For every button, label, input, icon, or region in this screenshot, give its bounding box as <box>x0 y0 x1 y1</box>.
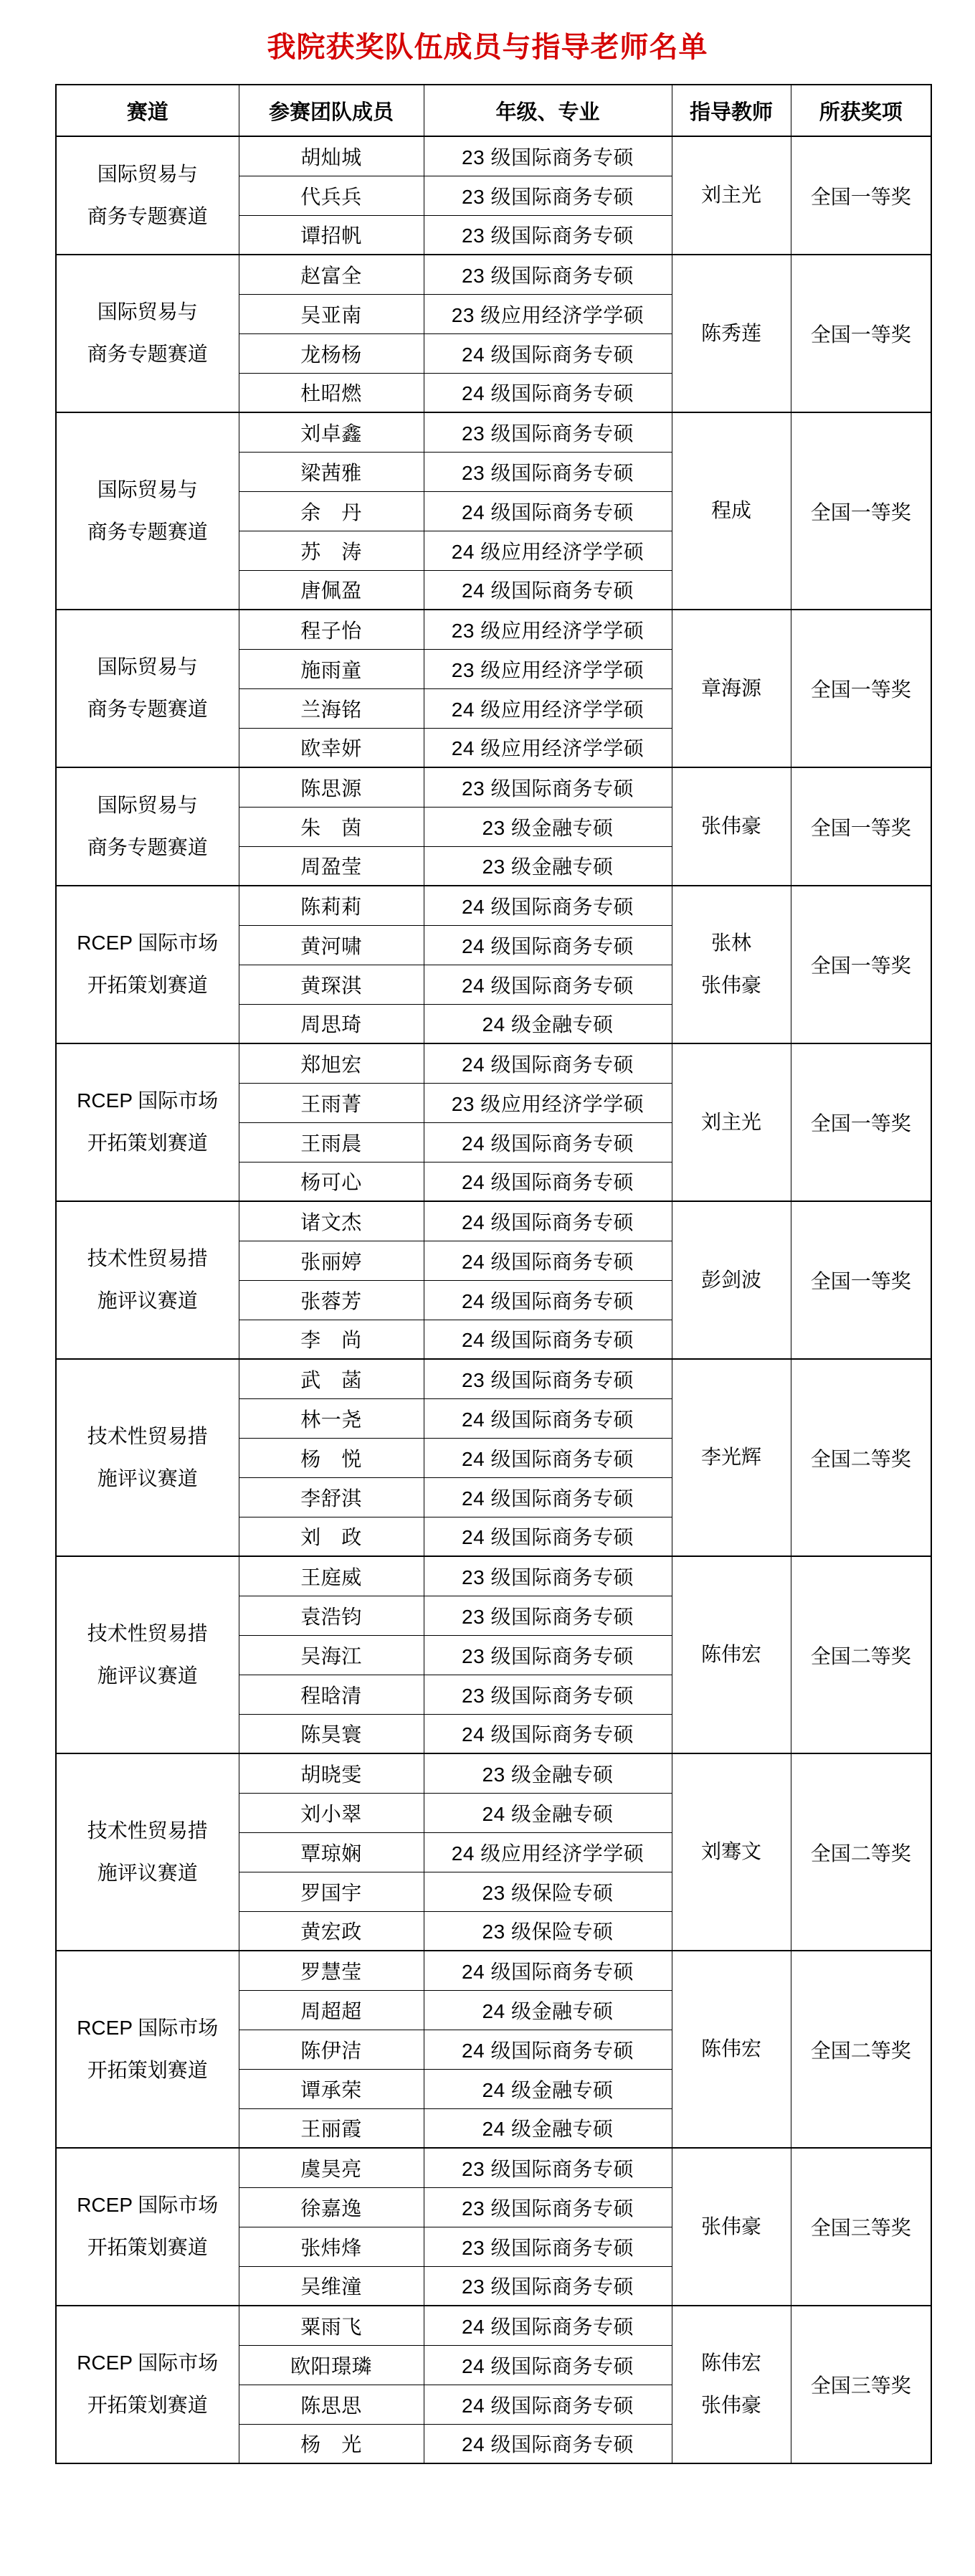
award-cell: 全国三等奖 <box>791 2148 931 2306</box>
member-name-cell: 刘 政 <box>239 1517 424 1556</box>
cell-line: 彭剑波 <box>700 1268 761 1291</box>
member-name-cell: 徐嘉逸 <box>239 2187 424 2227</box>
member-grade-cell: 23 级国际商务专硕 <box>424 136 672 176</box>
cell-line: 刘主光 <box>700 1110 761 1133</box>
award-cell: 全国二等奖 <box>791 1359 931 1556</box>
member-grade-cell: 24 级应用经济学学硕 <box>424 688 672 728</box>
member-name-cell: 吴亚南 <box>239 294 424 333</box>
track-cell <box>56 136 239 255</box>
member-grade-cell: 23 级应用经济学学硕 <box>424 1083 672 1122</box>
member-grade-cell: 23 级保险专硕 <box>424 1911 672 1951</box>
group-first-row <box>56 610 931 649</box>
member-name-cell: 施雨童 <box>239 649 424 688</box>
member-grade-cell: 24 级国际商务专硕 <box>424 925 672 965</box>
column-header-members: 参赛团队成员 <box>239 85 424 136</box>
member-grade-cell: 23 级国际商务专硕 <box>424 1635 672 1675</box>
award-cell: 全国二等奖 <box>791 1951 931 2148</box>
member-name-cell: 李 尚 <box>239 1320 424 1359</box>
member-name-cell: 周思琦 <box>239 1004 424 1043</box>
member-name-cell: 陈莉莉 <box>239 886 424 925</box>
advisor-cell <box>672 1951 791 2148</box>
cell-line: 开拓策划赛道 <box>87 2394 208 2416</box>
award-cell: 全国一等奖 <box>791 1201 931 1359</box>
member-grade-cell: 24 级国际商务专硕 <box>424 570 672 610</box>
member-grade-cell: 24 级应用经济学学硕 <box>424 1832 672 1872</box>
group-first-row <box>56 2306 931 2345</box>
member-name-cell: 欧阳璟璘 <box>239 2345 424 2385</box>
member-name-cell: 吴维潼 <box>239 2266 424 2306</box>
member-grade-cell: 23 级应用经济学学硕 <box>424 294 672 333</box>
member-name-cell: 诸文杰 <box>239 1201 424 1241</box>
cell-line: RCEP 国际市场 <box>77 2352 219 2374</box>
member-name-cell: 谭承荣 <box>239 2069 424 2108</box>
track-cell <box>56 255 239 412</box>
member-grade-cell: 24 级国际商务专硕 <box>424 886 672 925</box>
cell-line: 商务专题赛道 <box>87 343 208 365</box>
member-name-cell: 赵富全 <box>239 255 424 294</box>
member-grade-cell: 24 级国际商务专硕 <box>424 373 672 412</box>
track-cell <box>56 1201 239 1359</box>
group-first-row <box>56 412 931 452</box>
cell-line: 陈伟宏 <box>700 2037 761 2060</box>
cell-line: 施评议赛道 <box>97 1664 198 1687</box>
member-name-cell: 胡晓雯 <box>239 1753 424 1793</box>
member-name-cell: 黄河啸 <box>239 925 424 965</box>
member-grade-cell: 23 级保险专硕 <box>424 1872 672 1911</box>
member-name-cell: 郑旭宏 <box>239 1043 424 1083</box>
member-name-cell: 袁浩钧 <box>239 1596 424 1635</box>
advisor-cell <box>672 767 791 886</box>
award-cell: 全国一等奖 <box>791 886 931 1043</box>
award-cell: 全国一等奖 <box>791 1043 931 1201</box>
advisor-cell <box>672 1201 791 1359</box>
award-cell: 全国三等奖 <box>791 2306 931 2463</box>
member-grade-cell: 23 级应用经济学学硕 <box>424 649 672 688</box>
column-header-grade: 年级、专业 <box>424 85 672 136</box>
member-name-cell: 刘小翠 <box>239 1793 424 1832</box>
cell-line: 程成 <box>710 499 751 522</box>
group-first-row <box>56 767 931 807</box>
member-name-cell: 王雨晨 <box>239 1122 424 1162</box>
member-name-cell: 张炜烽 <box>239 2227 424 2266</box>
member-name-cell: 虞昊亮 <box>239 2148 424 2187</box>
cell-line: 国际贸易与 <box>97 478 198 501</box>
track-cell <box>56 767 239 886</box>
member-grade-cell: 23 级国际商务专硕 <box>424 1556 672 1596</box>
advisor-cell <box>672 610 791 767</box>
member-grade-cell: 23 级国际商务专硕 <box>424 255 672 294</box>
track-cell <box>56 2306 239 2463</box>
cell-line: 张伟豪 <box>700 815 761 838</box>
cell-line: RCEP 国际市场 <box>77 2194 219 2217</box>
member-name-cell: 龙杨杨 <box>239 333 424 373</box>
column-header-track: 赛道 <box>56 85 239 136</box>
cell-line: 商务专题赛道 <box>87 835 208 858</box>
member-grade-cell: 24 级国际商务专硕 <box>424 965 672 1004</box>
cell-line: 国际贸易与 <box>97 793 198 816</box>
member-name-cell: 覃琼娴 <box>239 1832 424 1872</box>
cell-line: 开拓策划赛道 <box>87 1132 208 1154</box>
cell-line: 商务专题赛道 <box>87 204 208 227</box>
member-grade-cell: 23 级国际商务专硕 <box>424 215 672 255</box>
member-name-cell: 程晗清 <box>239 1675 424 1714</box>
member-name-cell: 粟雨飞 <box>239 2306 424 2345</box>
track-cell <box>56 610 239 767</box>
member-name-cell: 陈昊寰 <box>239 1714 424 1753</box>
advisor-cell <box>672 886 791 1043</box>
cell-line: 开拓策划赛道 <box>87 2236 208 2258</box>
cell-line: 技术性贸易措 <box>87 1424 208 1447</box>
cell-line: 刘主光 <box>700 184 761 207</box>
group-first-row <box>56 1201 931 1241</box>
cell-line: 陈伟宏 <box>700 2352 761 2374</box>
cell-line: 国际贸易与 <box>97 162 198 185</box>
member-grade-cell: 23 级应用经济学学硕 <box>424 610 672 649</box>
cell-line: 国际贸易与 <box>97 655 198 678</box>
award-cell: 全国一等奖 <box>791 610 931 767</box>
member-name-cell: 王雨菁 <box>239 1083 424 1122</box>
member-grade-cell: 23 级国际商务专硕 <box>424 2227 672 2266</box>
member-grade-cell: 24 级国际商务专硕 <box>424 1320 672 1359</box>
track-cell <box>56 2148 239 2306</box>
member-grade-cell: 24 级国际商务专硕 <box>424 1280 672 1320</box>
member-grade-cell: 24 级国际商务专硕 <box>424 1162 672 1201</box>
group-first-row <box>56 2148 931 2187</box>
award-cell: 全国一等奖 <box>791 767 931 886</box>
advisor-cell <box>672 2148 791 2306</box>
member-name-cell: 杨 悦 <box>239 1438 424 1477</box>
header-row <box>56 85 931 136</box>
member-name-cell: 周超超 <box>239 1990 424 2030</box>
member-grade-cell: 23 级金融专硕 <box>424 1753 672 1793</box>
cell-line: 施评议赛道 <box>97 1467 198 1490</box>
member-grade-cell: 23 级国际商务专硕 <box>424 452 672 491</box>
member-name-cell: 苏 涛 <box>239 531 424 570</box>
cell-line: 国际贸易与 <box>97 300 198 323</box>
group-first-row <box>56 1359 931 1398</box>
cell-line: 李光辉 <box>700 1446 761 1469</box>
member-grade-cell: 24 级国际商务专硕 <box>424 1438 672 1477</box>
advisor-cell <box>672 1556 791 1753</box>
cell-line: 技术性贸易措 <box>87 1819 208 1842</box>
member-grade-cell: 24 级国际商务专硕 <box>424 1043 672 1083</box>
member-grade-cell: 24 级国际商务专硕 <box>424 1951 672 1990</box>
track-cell <box>56 1556 239 1753</box>
member-name-cell: 周盈莹 <box>239 846 424 886</box>
member-grade-cell: 24 级国际商务专硕 <box>424 491 672 531</box>
cell-line: 商务专题赛道 <box>87 520 208 543</box>
column-header-award: 所获奖项 <box>791 85 931 136</box>
group-first-row <box>56 1753 931 1793</box>
track-cell <box>56 1951 239 2148</box>
member-name-cell: 张蓉芳 <box>239 1280 424 1320</box>
advisor-cell <box>672 2306 791 2463</box>
cell-line: 开拓策划赛道 <box>87 974 208 996</box>
member-grade-cell: 24 级国际商务专硕 <box>424 1241 672 1280</box>
group-first-row <box>56 886 931 925</box>
cell-line: 张伟豪 <box>700 2215 761 2238</box>
member-name-cell: 刘卓鑫 <box>239 412 424 452</box>
member-name-cell: 谭招帆 <box>239 215 424 255</box>
member-grade-cell: 24 级金融专硕 <box>424 1793 672 1832</box>
member-grade-cell: 23 级国际商务专硕 <box>424 2187 672 2227</box>
member-name-cell: 梁茜雅 <box>239 452 424 491</box>
cell-line: 商务专题赛道 <box>87 698 208 720</box>
track-cell <box>56 1043 239 1201</box>
award-cell: 全国一等奖 <box>791 255 931 412</box>
cell-line: RCEP 国际市场 <box>77 2016 219 2039</box>
cell-line: 张伟豪 <box>700 2394 761 2416</box>
award-cell: 全国一等奖 <box>791 412 931 610</box>
cell-line: 陈伟宏 <box>700 1643 761 1666</box>
member-name-cell: 杜昭燃 <box>239 373 424 412</box>
cell-line: 张林 <box>710 932 751 955</box>
awards-table-body <box>56 136 931 2463</box>
group-first-row <box>56 1043 931 1083</box>
member-grade-cell: 24 级国际商务专硕 <box>424 2306 672 2345</box>
member-grade-cell: 24 级金融专硕 <box>424 1004 672 1043</box>
member-grade-cell: 24 级国际商务专硕 <box>424 1477 672 1517</box>
member-name-cell: 兰海铭 <box>239 688 424 728</box>
member-name-cell: 陈思思 <box>239 2385 424 2424</box>
member-name-cell: 罗慧莹 <box>239 1951 424 1990</box>
member-grade-cell: 24 级金融专硕 <box>424 2108 672 2148</box>
group-first-row <box>56 136 931 176</box>
member-grade-cell: 23 级国际商务专硕 <box>424 2266 672 2306</box>
member-grade-cell: 24 级金融专硕 <box>424 2069 672 2108</box>
member-name-cell: 唐佩盈 <box>239 570 424 610</box>
member-grade-cell: 23 级国际商务专硕 <box>424 412 672 452</box>
member-grade-cell: 24 级国际商务专硕 <box>424 333 672 373</box>
member-name-cell: 张丽婷 <box>239 1241 424 1280</box>
member-name-cell: 王丽霞 <box>239 2108 424 2148</box>
member-name-cell: 余 丹 <box>239 491 424 531</box>
cell-line: 开拓策划赛道 <box>87 2058 208 2081</box>
track-cell <box>56 1359 239 1556</box>
member-name-cell: 陈伊洁 <box>239 2030 424 2069</box>
member-name-cell: 林一尧 <box>239 1398 424 1438</box>
member-grade-cell: 24 级应用经济学学硕 <box>424 728 672 767</box>
member-grade-cell: 23 级国际商务专硕 <box>424 2148 672 2187</box>
page-title: 我院获奖队伍成员与指导老师名单 <box>267 32 708 63</box>
cell-line: RCEP 国际市场 <box>77 1089 219 1112</box>
member-grade-cell: 24 级国际商务专硕 <box>424 2424 672 2463</box>
cell-line: 张伟豪 <box>700 974 761 996</box>
member-name-cell: 杨可心 <box>239 1162 424 1201</box>
member-grade-cell: 23 级国际商务专硕 <box>424 1675 672 1714</box>
member-grade-cell: 24 级应用经济学学硕 <box>424 531 672 570</box>
cell-line: 施评议赛道 <box>97 1289 198 1312</box>
member-grade-cell: 24 级国际商务专硕 <box>424 1714 672 1753</box>
group-first-row <box>56 255 931 294</box>
member-name-cell: 陈思源 <box>239 767 424 807</box>
member-grade-cell: 24 级国际商务专硕 <box>424 1201 672 1241</box>
member-name-cell: 杨 光 <box>239 2424 424 2463</box>
member-grade-cell: 24 级国际商务专硕 <box>424 1398 672 1438</box>
cell-line: 陈秀莲 <box>700 321 761 344</box>
member-grade-cell: 23 级国际商务专硕 <box>424 1596 672 1635</box>
member-name-cell: 王庭威 <box>239 1556 424 1596</box>
member-name-cell: 黄琛淇 <box>239 965 424 1004</box>
cell-line: 刘骞文 <box>700 1840 761 1863</box>
member-name-cell: 欧幸妍 <box>239 728 424 767</box>
advisor-cell <box>672 255 791 412</box>
cell-line: 技术性贸易措 <box>87 1621 208 1644</box>
table-header <box>56 85 931 136</box>
member-grade-cell: 24 级金融专硕 <box>424 1990 672 2030</box>
member-grade-cell: 24 级国际商务专硕 <box>424 2345 672 2385</box>
track-cell <box>56 1753 239 1951</box>
column-header-advisor: 指导教师 <box>672 85 791 136</box>
award-cell: 全国二等奖 <box>791 1556 931 1753</box>
awards-table <box>55 84 932 2464</box>
track-cell <box>56 886 239 1043</box>
member-grade-cell: 24 级国际商务专硕 <box>424 1517 672 1556</box>
advisor-cell <box>672 412 791 610</box>
member-name-cell: 胡灿城 <box>239 136 424 176</box>
member-name-cell: 武 菡 <box>239 1359 424 1398</box>
cell-line: 章海源 <box>700 676 761 699</box>
member-grade-cell: 23 级国际商务专硕 <box>424 1359 672 1398</box>
advisor-cell <box>672 1753 791 1951</box>
advisor-cell <box>672 1043 791 1201</box>
cell-line: 技术性贸易措 <box>87 1247 208 1270</box>
member-grade-cell: 23 级金融专硕 <box>424 807 672 846</box>
member-grade-cell: 24 级国际商务专硕 <box>424 2385 672 2424</box>
member-grade-cell: 23 级国际商务专硕 <box>424 176 672 215</box>
member-name-cell: 罗国宇 <box>239 1872 424 1911</box>
track-cell <box>56 412 239 610</box>
award-cell: 全国一等奖 <box>791 136 931 255</box>
member-name-cell: 黄宏政 <box>239 1911 424 1951</box>
group-first-row <box>56 1951 931 1990</box>
member-name-cell: 朱 茵 <box>239 807 424 846</box>
cell-line: 施评议赛道 <box>97 1861 198 1884</box>
member-name-cell: 吴海江 <box>239 1635 424 1675</box>
advisor-cell <box>672 1359 791 1556</box>
advisor-cell <box>672 136 791 255</box>
member-grade-cell: 24 级国际商务专硕 <box>424 1122 672 1162</box>
member-grade-cell: 24 级国际商务专硕 <box>424 2030 672 2069</box>
award-cell: 全国二等奖 <box>791 1753 931 1951</box>
member-name-cell: 李舒淇 <box>239 1477 424 1517</box>
member-grade-cell: 23 级国际商务专硕 <box>424 767 672 807</box>
member-name-cell: 程子怡 <box>239 610 424 649</box>
member-grade-cell: 23 级金融专硕 <box>424 846 672 886</box>
group-first-row <box>56 1556 931 1596</box>
cell-line: RCEP 国际市场 <box>77 932 219 955</box>
member-name-cell: 代兵兵 <box>239 176 424 215</box>
